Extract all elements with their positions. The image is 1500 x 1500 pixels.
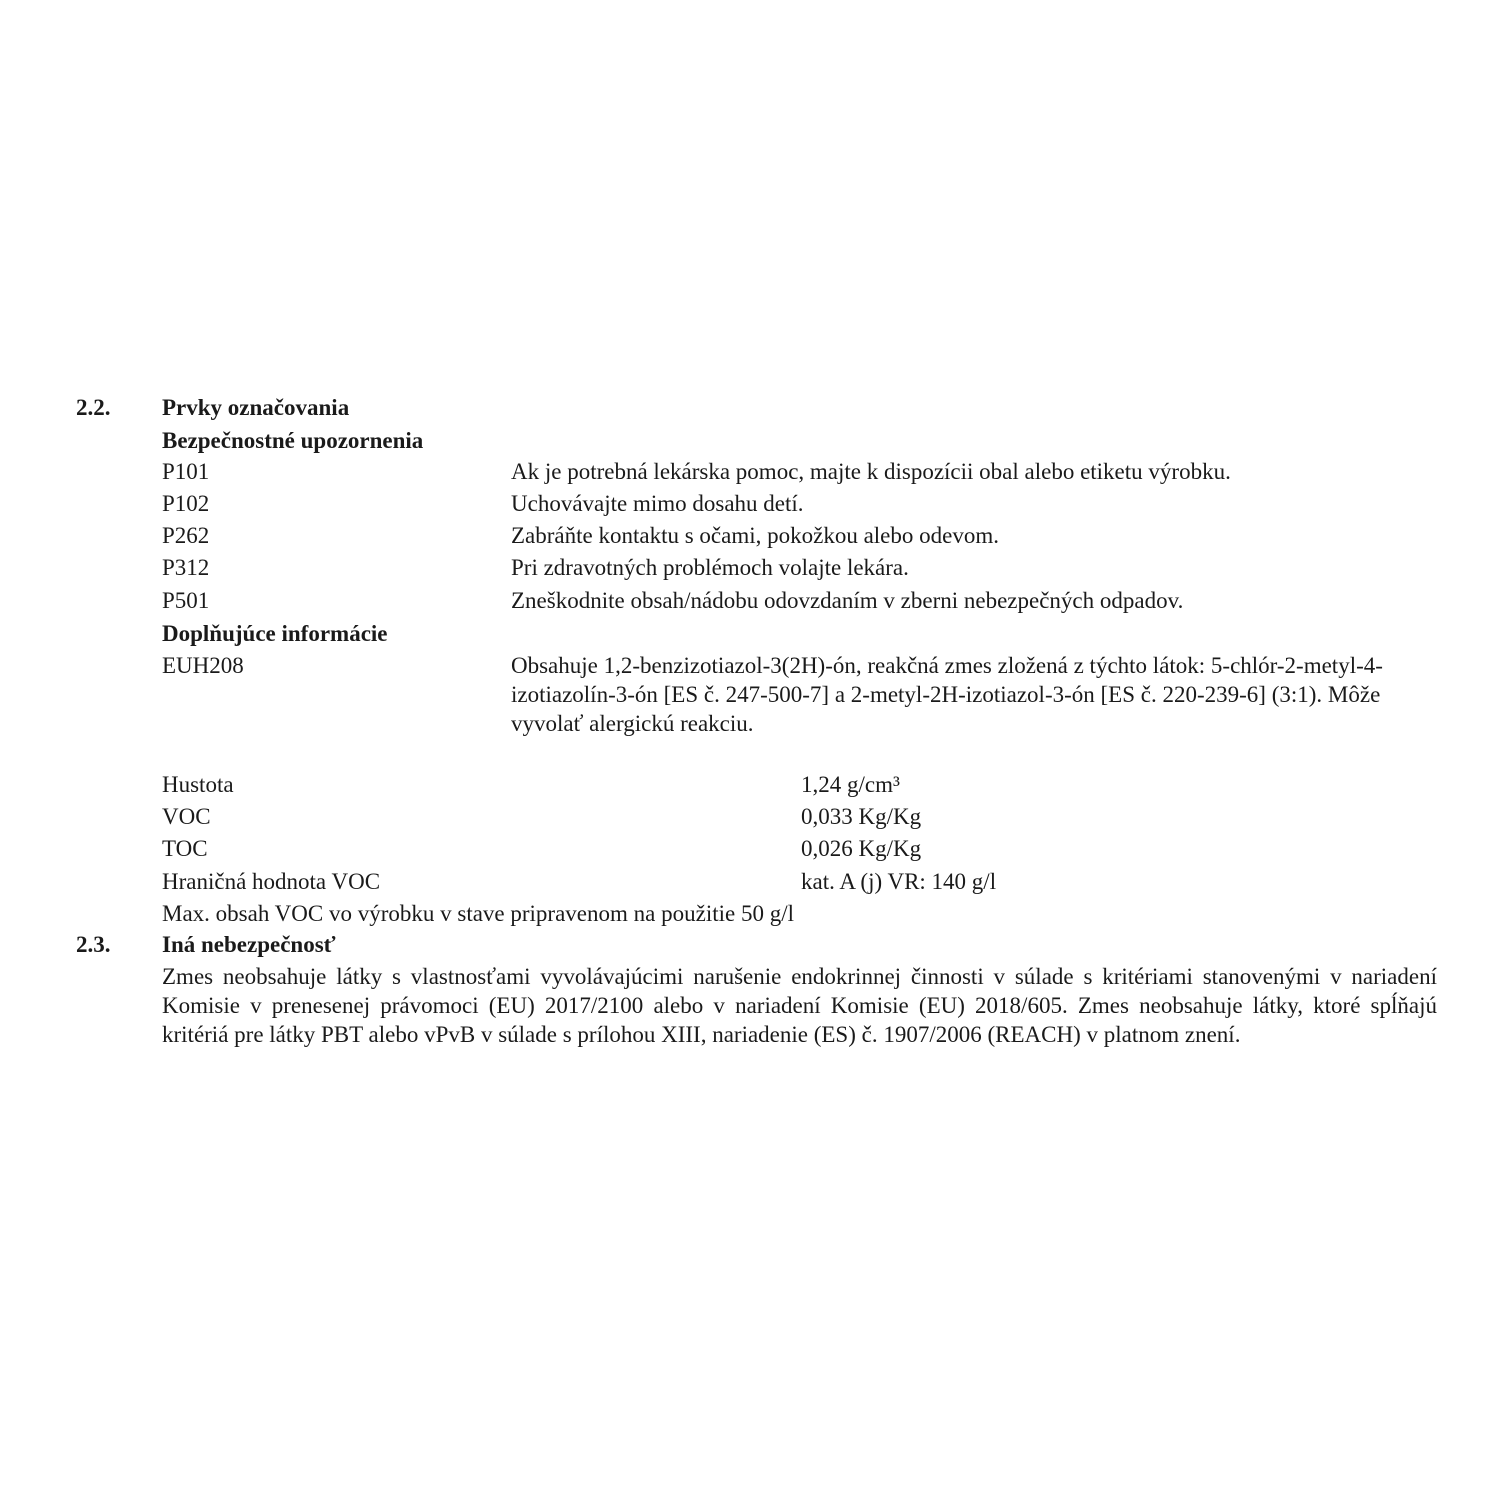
supplementary-heading: Doplňujúce informácie <box>162 621 388 646</box>
section-2-2-title: Prvky označovania <box>162 395 350 420</box>
statement-code: P501 <box>162 588 210 613</box>
property-value: 0,026 Kg/Kg <box>801 836 922 861</box>
statement-code: P101 <box>162 459 210 484</box>
property-label: TOC <box>162 836 208 861</box>
section-2-3-title: Iná nebezpečnosť <box>162 932 336 957</box>
statement-code: P312 <box>162 555 210 580</box>
section-2-3-number: 2.3. <box>76 932 111 957</box>
section-2-2-number: 2.2. <box>76 395 111 420</box>
property-value: kat. A (j) VR: 140 g/l <box>801 869 997 894</box>
statement-text: Pri zdravotných problémoch volajte lekára. <box>511 555 909 580</box>
statement-text: Uchovávajte mimo dosahu detí. <box>511 491 804 516</box>
statement-code: P102 <box>162 491 210 516</box>
max-voc-note: Max. obsah VOC vo výrobku v stave pripravenom na použitie 50 g/l <box>162 901 794 926</box>
section-2-3-text: Zmes neobsahuje látky s vlastnosťami vyvolávajúcimi narušenie endokrinnej činnosti v súlade s kritériami stanovenými v nariadení Komisie v prenesenej právomoci (EU) 2017/2100 alebo v nariadení Komisie (EU) 2018/605. Zmes neobsahuje látky, ktoré spĺňajú kritériá pre látky PBT alebo vPvB v súlade s prílohou XIII, nariadenie (ES) č. 1907/2006 (REACH) v platnom znení. <box>162 964 1437 1047</box>
statement-text: Ak je potrebná lekárska pomoc, majte k dispozícii obal alebo etiketu výrobku. <box>511 459 1231 484</box>
property-value: 1,24 g/cm³ <box>801 772 900 797</box>
property-label: VOC <box>162 804 211 829</box>
statement-text: Zabráňte kontaktu s očami, pokožkou alebo odevom. <box>511 523 999 548</box>
supplementary-text: Obsahuje 1,2-benzizotiazol-3(2H)-ón, reakčná zmes zložená z týchto látok: 5-chlór-2-metyl-4-izotiazolín-3-ón [ES č. 247-500-7] a 2-metyl-2H-izotiazol-3-ón [ES č. 220-239-6] (3:1). Môže vyvolať alergickú reakciu. <box>511 653 1383 736</box>
precautionary-heading: Bezpečnostné upozornenia <box>162 428 424 453</box>
property-label: Hraničná hodnota VOC <box>162 869 381 894</box>
property-label: Hustota <box>162 772 234 797</box>
property-value: 0,033 Kg/Kg <box>801 804 922 829</box>
statement-code: P262 <box>162 523 210 548</box>
statement-text: Zneškodnite obsah/nádobu odovzdaním v zberni nebezpečných odpadov. <box>511 588 1184 613</box>
supplementary-code: EUH208 <box>162 653 244 678</box>
